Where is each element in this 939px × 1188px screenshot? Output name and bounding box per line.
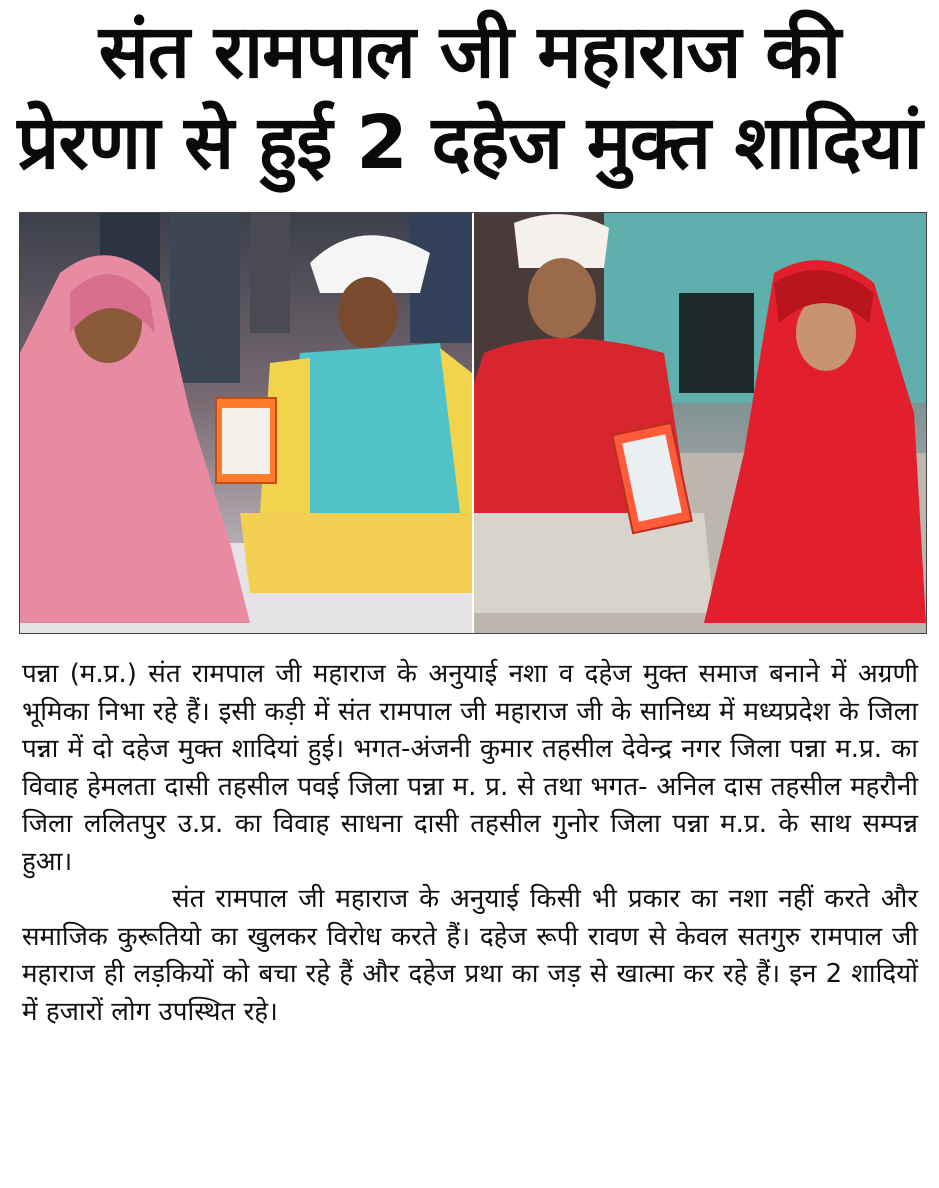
headline-line-1: संत रामपाल जी महाराज की [98, 9, 841, 95]
article-paragraph-1: पन्ना (म.प्र.) संत रामपाल जी महाराज के अनुयाई नशा व दहेज मुक्त समाज बनाने में अग्रणी भूमिका निभा रहे हैं। इसी कड़ी में संत रामपाल जी महाराज जी के सानिध्य में मध्यप्रदेश के जिला पन्ना में दो दहेज मुक्त शादियां हुई। भगत-अंजनी कुमार तहसील देवेन्द्र नगर जिला पन्ना म.प्र. का विवाह हेमलता दासी तहसील पवई जिला पन्ना म. प्र. से तथा भगत- अनिल दास तहसील महरौनी जिला ललितपुर उ.प्र. का विवाह साधना दासी तहसील गुनोर जिला पन्ना म.प्र. के साथ सम्पन्न हुआ। [22, 659, 918, 877]
article-paragraph-2: संत रामपाल जी महाराज के अनुयाई किसी भी प्रकार का नशा नहीं करते और समाजिक कुरूतियो का खुलकर विरोध करते हैं। दहेज रूपी रावण से केवल सतगुरु रामपाल जी महाराज ही लड़कियों को बचा रहे हैं और दहेज प्रथा का जड़ से खात्मा कर रहे हैं। इन 2 शादियों में हजारों लोग उपस्थित रहे। [22, 884, 918, 1027]
article-body [22, 656, 918, 1031]
headline [0, 0, 939, 200]
wedding-couple-left-illustration [20, 213, 472, 633]
headline-line-2: प्रेरणा से हुई 2 दहेज मुक्त शादियां [17, 100, 922, 186]
wedding-photo-left [20, 213, 472, 633]
photo-strip [19, 212, 927, 634]
wedding-photo-right [474, 213, 926, 633]
wedding-couple-right-illustration [474, 213, 926, 633]
